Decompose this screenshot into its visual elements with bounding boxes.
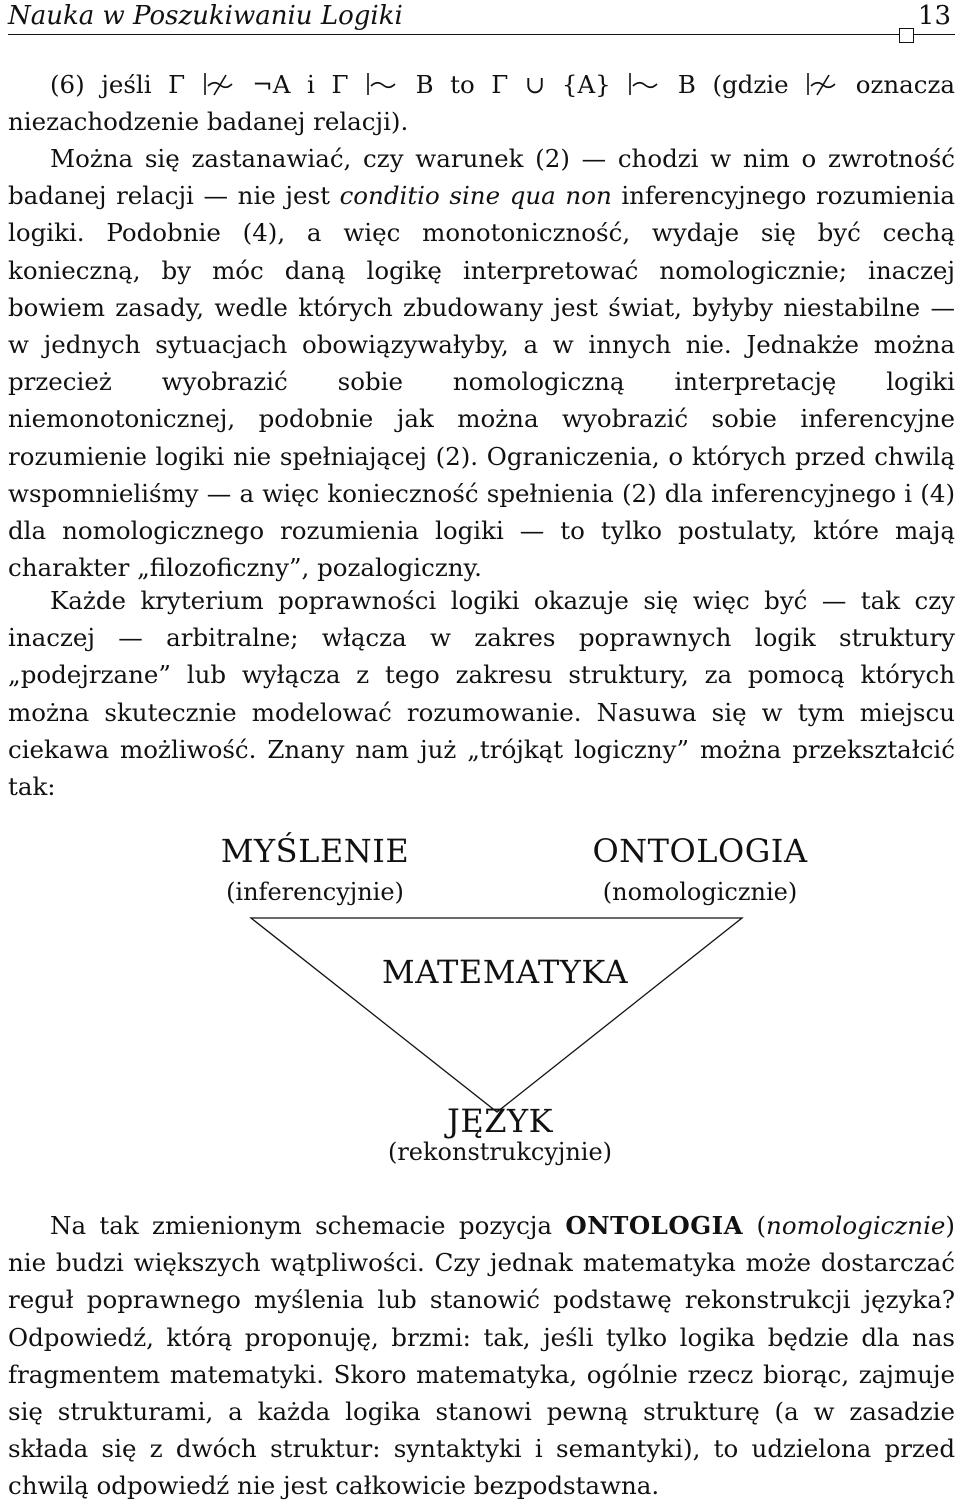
relation-icon-2 bbox=[627, 71, 661, 97]
label-myslenie: MYŚLENIE bbox=[220, 832, 410, 870]
running-title: Nauka w Poszukiwaniu Logiki bbox=[8, 1, 403, 31]
label-ontologia: ONTOLOGIA bbox=[592, 832, 808, 870]
para4-text-3: ) nie budzi większych wątpliwości. Czy jednak matematyka może dostarczać reguł poprawnego myślenia lub stanowić podstawę rekonstrukcji języka? Odpowiedź, którą proponuję, brzmi: tak, jeśli tylko logika będzie dla nas fragmentem matematyki. Skoro matematyka, ogólnie rzecz biorąc, zajmuje się strukturami, a każda logika stanowi pewną strukturę (a w zasadzie składa się z dwóch struktur: syntaktyki i semantyki), to udzielona przed chwilą odpowiedź nie jest całkowicie bezpodstawna. bbox=[8, 1211, 955, 1501]
para4-text-2: ( bbox=[743, 1211, 767, 1240]
label-nomologicznie: (nomologicznie) bbox=[602, 878, 798, 906]
relation-icon bbox=[365, 71, 399, 97]
paragraph-kryterium bbox=[8, 582, 955, 805]
qed-square-icon bbox=[899, 28, 914, 43]
not-relation-icon bbox=[202, 71, 236, 97]
label-rekonstrukcyjnie: (rekonstrukcyjnie) bbox=[387, 1138, 613, 1166]
label-jezyk: JĘZYK bbox=[447, 1102, 553, 1140]
running-header bbox=[8, 0, 955, 35]
para2-text-1: Można się zastanawiać, czy warunek (2) — chodzi w nim o zwrotność badanej relacji — nie jest bbox=[8, 144, 955, 211]
para2-text-2: inferencyjnego rozumienia logiki. Podobnie (4), a więc monotoniczność, wydaje się być cechą konieczną, by móc daną logikę interpretować nomologicznie; inaczej bowiem zasady, wedle których zbudowany jest świat, byłyby niestabilne — w jednych sytuacjach obowiązywałyby, a w innych nie. Jednakże można przecież wyobrazić sobie nomologiczną interpretację logiki niemonotonicznej, podobnie jak można wyobrazić sobie inferencyjne rozumienie logiki nie spełniającej (2). Ograniczenia, o których przed chwilą wspomnieliśmy — a więc konieczność spełnienia (2) dla inferencyjnego i (4) dla nomologicznego rozumienia logiki — to tylko postulaty, które mają charakter „filozoficzny”, pozalogiczny. bbox=[8, 181, 955, 583]
cond-text-e: oznacza niezachodzenie badanej relacji). bbox=[8, 70, 956, 137]
page-number: 13 bbox=[917, 1, 951, 31]
not-relation-icon-2 bbox=[805, 71, 839, 97]
cond-text-b: ¬A i Γ bbox=[252, 70, 349, 99]
para3-text: Każde kryterium poprawności logiki okazuje się więc być — tak czy inaczej — arbitralne; włącza w zakres poprawnych logik struktury „podejrzane” lub wyłącza z tego zakresu struktury, za pomocą których można skutecznie modelować rozumowanie. Nasuwa się w tym miejscu ciekawa możliwość. Znany nam już „trójkąt logiczny” można przekształcić tak: bbox=[8, 586, 955, 802]
para2-italic-phrase: conditio sine qua non bbox=[339, 181, 612, 211]
para4-italic-nomologicznie: nomologicznie bbox=[766, 1211, 946, 1240]
para4-bold-ontologia: ONTOLOGIA bbox=[565, 1211, 744, 1240]
condition-6-paragraph bbox=[8, 66, 955, 140]
cond-text-c: B to Γ ∪ {A} bbox=[415, 70, 611, 99]
label-inferencyjnie: (inferencyjnie) bbox=[226, 878, 404, 906]
cond-text-d: B (gdzie bbox=[677, 70, 789, 99]
logical-triangle-diagram bbox=[0, 820, 960, 1190]
label-matematyka: MATEMATYKA bbox=[381, 953, 629, 991]
para4-text-1: Na tak zmienionym schemacie pozycja bbox=[50, 1211, 566, 1240]
paragraph-ontologia bbox=[8, 1207, 955, 1505]
paragraph-conditio bbox=[8, 140, 955, 586]
cond-text-a: (6) jeśli Γ bbox=[50, 70, 186, 99]
